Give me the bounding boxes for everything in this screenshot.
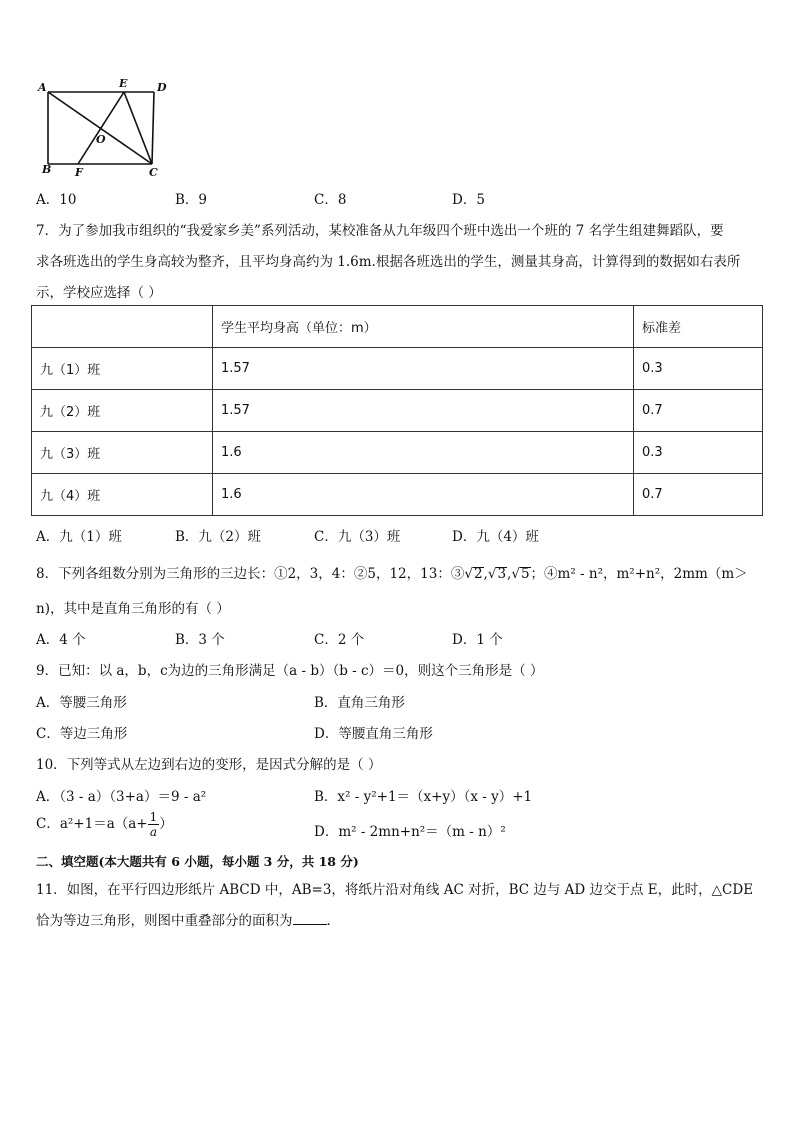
label-E: E	[119, 77, 128, 90]
q7-option-d: D．九（4）班	[452, 529, 539, 545]
table-cell: 1.6	[213, 474, 634, 516]
sqrt-symbol: √	[511, 566, 520, 582]
segment-EC	[124, 92, 152, 164]
table-cell: 九（2）班	[32, 390, 213, 432]
q11-stem-line2	[36, 909, 340, 929]
table-cell: 1.57	[213, 348, 634, 390]
table-cell: 1.6	[213, 432, 634, 474]
table-header-cell: 学生平均身高（单位：m）	[213, 306, 634, 348]
table-cell: 0.7	[634, 474, 763, 516]
diagonal-AC	[48, 92, 152, 164]
q6-option-a: A．10	[36, 192, 77, 208]
table-row	[32, 474, 763, 516]
q8-group2: ②5，12，13：	[353, 566, 451, 582]
sqrt-3: 3	[497, 566, 507, 582]
sqrt-symbol: √	[487, 566, 497, 582]
q10-stem: 10．下列等式从左边到右边的变形，是因式分解的是（ ）	[36, 757, 382, 773]
q8-group3-marker: ③	[450, 566, 465, 582]
q10-option-b: B．x² - y²+1＝（x+y）（x - y）+1	[314, 789, 533, 805]
q9-option-b: B．直角三角形	[314, 695, 405, 711]
q10-option-d: D．m² - 2mn+n²＝（m - n）²	[314, 824, 506, 840]
rectangle-figure	[32, 76, 172, 180]
q9-stem: 9．已知：以 a，b，c为边的三角形满足（a - b）（b - c）＝0，则这个三角形是（ ）	[36, 663, 544, 679]
table-row	[32, 432, 763, 474]
q9-option-c: C．等边三角形	[36, 726, 128, 742]
label-O: O	[96, 133, 106, 146]
q11-stem-line2-end: ．	[326, 913, 340, 929]
q8-stem-line1: 8．下列各组数分别为三角形的三边长：①2，3，4：②5，12，13：③√2,√3,√5；④m² - n²，m²+n²，2mm（m＞	[36, 566, 748, 582]
table-cell: 九（3）班	[32, 432, 213, 474]
fraction-denominator: a	[149, 825, 157, 839]
q10-option-c	[36, 810, 173, 839]
q8-lead: 8．下列各组数分别为三角形的三边长：	[36, 566, 275, 582]
q6-option-b: B．9	[175, 192, 208, 208]
q10-option-a: A．（3 - a）（3+a）＝9 - a²	[36, 789, 207, 805]
q8-group1: ①2，3，4：	[274, 566, 354, 582]
sqrt-symbol: √	[464, 566, 473, 582]
q8-option-d: D．1 个	[452, 632, 503, 648]
sqrt-2: 2	[473, 566, 483, 582]
table-header-row	[32, 306, 763, 348]
table-row	[32, 348, 763, 390]
segment-EF	[78, 92, 124, 164]
q9-option-a: A．等腰三角形	[36, 695, 127, 711]
q10-option-c-pre: C．a²+1＝a（a+	[36, 816, 148, 832]
label-F: F	[75, 166, 83, 179]
q9-option-d: D．等腰直角三角形	[314, 726, 433, 742]
q7-option-a: A．九（1）班	[36, 529, 122, 545]
q6-option-c: C．8	[314, 192, 347, 208]
table-cell: 1.57	[213, 390, 634, 432]
q6-option-d: D．5	[452, 192, 485, 208]
q10-option-c-post: ）	[159, 816, 173, 832]
q7-stem-line1: 7．为了参加我市组织的“我爱家乡美”系列活动，某校准备从九年级四个班中选出一个班的 7 名学生组建舞蹈队，要	[36, 223, 724, 239]
label-B: B	[42, 163, 52, 176]
table-cell: 0.3	[634, 432, 763, 474]
q8-group4: ④m² - n²，m²+n²，2mm（m＞	[544, 566, 748, 582]
q8-group3-suffix: ；	[530, 566, 545, 582]
answer-blank	[293, 912, 327, 925]
section-2-heading: 二、填空题(本大题共有 6 小题，每小题 3 分，共 18 分)	[36, 854, 359, 869]
q8-stem-line2: n)，其中是直角三角形的有（ ）	[36, 601, 230, 617]
q7-option-c: C．九（3）班	[314, 529, 401, 545]
fraction-1-over-a	[148, 810, 160, 839]
q11-stem-line2-text: 恰为等边三角形，则图中重叠部分的面积为	[36, 913, 293, 929]
q7-stem-line3: 示，学校应选择（ ）	[36, 285, 162, 301]
figure-svg	[32, 76, 172, 180]
q7-table	[31, 305, 763, 516]
q8-option-c: C．2 个	[314, 632, 365, 648]
q8-option-a: A．4 个	[36, 632, 86, 648]
table-cell: 九（4）班	[32, 474, 213, 516]
table-header-cell	[32, 306, 213, 348]
table-header-cell: 标准差	[634, 306, 763, 348]
q7-option-b: B．九（2）班	[175, 529, 262, 545]
table-cell: 九（1）班	[32, 348, 213, 390]
q11-stem-line1: 11．如图，在平行四边形纸片 ABCD 中，AB=3，将纸片沿对角线 AC 对折，BC 边与 AD 边交于点 E，此时，△CDE	[36, 882, 754, 898]
table-row	[32, 390, 763, 432]
q8-option-b: B．3 个	[175, 632, 225, 648]
sqrt-5: 5	[520, 566, 530, 582]
q7-stem-line2: 求各班选出的学生身高较为整齐，且平均身高约为 1.6m.根据各班选出的学生，测量其身高，计算得到的数据如右表所	[36, 254, 741, 270]
edge-DC	[152, 92, 154, 164]
fraction-numerator: 1	[149, 810, 158, 824]
table-cell: 0.3	[634, 348, 763, 390]
table-cell: 0.7	[634, 390, 763, 432]
label-D: D	[157, 81, 167, 94]
label-C: C	[149, 166, 158, 179]
label-A: A	[38, 81, 47, 94]
